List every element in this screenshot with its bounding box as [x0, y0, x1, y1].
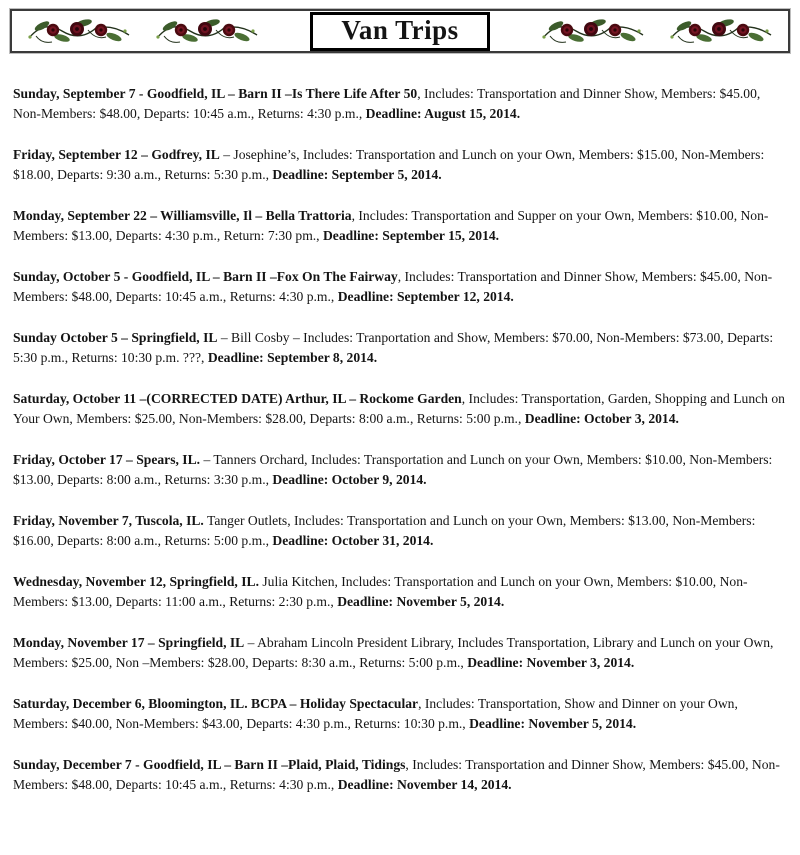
trip-entry	[13, 511, 787, 551]
trip-details: , Includes: Transportation and Dinner Show, Members: $45.00, Non-Members: $48.00, Departs: 10:45 a.m., Returns: 4:30 p.m.,	[13, 269, 773, 304]
trip-entry	[13, 328, 787, 368]
trip-deadline: Deadline: October 31, 2014.	[272, 533, 434, 548]
trip-deadline: Deadline: August 15, 2014.	[365, 106, 521, 121]
page-title: Van Trips	[341, 14, 459, 45]
trip-deadline: Deadline: October 3, 2014.	[524, 411, 679, 426]
header-banner	[10, 9, 790, 53]
trip-details: , Includes: Transportation and Dinner Show, Members: $45.00, Non-Members: $48.00, Departs: 10:45 a.m., Returns: 4:30 p.m.,	[13, 86, 761, 121]
trip-date-location: Sunday, October 5 - Goodfield, IL – Barn II –Fox On The Fairway	[13, 269, 398, 284]
trip-deadline: Deadline: October 9, 2014.	[272, 472, 427, 487]
trip-deadline: Deadline: September 12, 2014.	[337, 289, 514, 304]
trip-date-location: Sunday October 5 – Springfield, IL	[13, 330, 218, 345]
trip-date-location: Sunday, December 7 - Goodfield, IL – Barn II –Plaid, Plaid, Tidings	[13, 757, 406, 772]
trip-details: – Abraham Lincoln President Library, Includes Transportation, Library and Lunch on your Own, Members: $25.00, Non –Members: $28.00, Departs: 8:30 a.m., Returns: 5:00 p.m.,	[13, 635, 774, 670]
trip-details: Tanger Outlets, Includes: Transportation and Lunch on your Own, Members: $13.00, Non-Members: $16.00, Departs: 8:00 a.m., Returns: 5:00 p.m.,	[13, 513, 756, 548]
trip-date-location: Friday, October 17 – Spears, IL.	[13, 452, 201, 467]
trip-date-location: Saturday, October 11 –(CORRECTED DATE) Arthur, IL – Rockome Garden	[13, 391, 462, 406]
trip-entry	[13, 450, 787, 490]
trip-list	[10, 53, 790, 795]
trip-details: , Includes: Transportation and Supper on your Own, Members: $10.00, Non-Members: $13.00, Departs: 4:30 p.m., Return: 7:30 pm.,	[13, 208, 769, 243]
trip-details: Julia Kitchen, Includes: Transportation and Lunch on your Own, Members: $10.00, Non-Members: $13.00, Departs: 11:00 a.m., Returns: 2:30 p.m.,	[13, 574, 748, 609]
trip-entry	[13, 145, 787, 185]
trip-date-location: Friday, September 12 – Godfrey, IL	[13, 147, 220, 162]
trip-date-location: Sunday, September 7 - Goodfield, IL – Barn II –Is There Life After 50	[13, 86, 418, 101]
trip-date-location: Friday, November 7, Tuscola, IL.	[13, 513, 204, 528]
rose-vine-icon	[26, 16, 132, 46]
trip-deadline: Deadline: September 5, 2014.	[272, 167, 442, 182]
rose-vine-icon	[154, 16, 260, 46]
trip-entry	[13, 84, 787, 124]
left-ornaments	[26, 16, 260, 46]
trip-entry	[13, 755, 787, 795]
page-title-box	[310, 12, 489, 51]
rose-vine-icon	[668, 16, 774, 46]
trip-details: , Includes: Transportation and Dinner Show, Members: $45.00, Non-Members: $48.00, Departs: 10:45 a.m., Returns: 4:30 p.m.,	[13, 757, 780, 792]
trip-deadline: Deadline: November 5, 2014.	[469, 716, 637, 731]
trip-details: , Includes: Transportation, Garden, Shopping and Lunch on Your Own, Members: $25.00, Non-Members: $28.00, Departs: 8:00 a.m., Returns: 5:00 p.m.,	[13, 391, 785, 426]
trip-details: – Josephine’s, Includes: Transportation and Lunch on your Own, Members: $15.00, Non-Members: $18.00, Departs: 9:30 a.m., Returns: 5:30 p.m.,	[13, 147, 765, 182]
trip-date-location: Monday, September 22 – Williamsville, Il – Bella Trattoria	[13, 208, 352, 223]
trip-entry	[13, 572, 787, 612]
trip-date-location: Monday, November 17 – Springfield, IL	[13, 635, 245, 650]
trip-details: – Tanners Orchard, Includes: Transportation and Lunch on your Own, Members: $10.00, Non-Members: $13.00, Departs: 8:00 a.m., Returns: 3:30 p.m.,	[13, 452, 773, 487]
trip-deadline: Deadline: November 5, 2014.	[337, 594, 505, 609]
trip-deadline: Deadline: September 15, 2014.	[322, 228, 500, 243]
trip-deadline: Deadline: September 8, 2014.	[207, 350, 378, 365]
trip-deadline: Deadline: November 14, 2014.	[337, 777, 512, 792]
trip-entry	[13, 694, 787, 734]
trip-entry	[13, 633, 787, 673]
trip-deadline: Deadline: November 3, 2014.	[467, 655, 635, 670]
trip-date-location: Wednesday, November 12, Springfield, IL.	[13, 574, 259, 589]
trip-entry	[13, 389, 787, 429]
trip-date-location: Saturday, December 6, Bloomington, IL. BCPA – Holiday Spectacular	[13, 696, 419, 711]
rose-vine-icon	[540, 16, 646, 46]
trip-details: , Includes: Transportation, Show and Dinner on your Own, Members: $40.00, Non-Members: $43.00, Departs: 4:30 p.m., Returns: 10:30 p.m.,	[13, 696, 738, 731]
trip-details: – Bill Cosby – Includes: Tranportation and Show, Members: $70.00, Non-Members: $73.00, Departs: 5:30 p.m., Returns: 10:30 p.m. ???,	[13, 330, 774, 365]
trip-entry	[13, 206, 787, 246]
trip-entry	[13, 267, 787, 307]
right-ornaments	[540, 16, 774, 46]
